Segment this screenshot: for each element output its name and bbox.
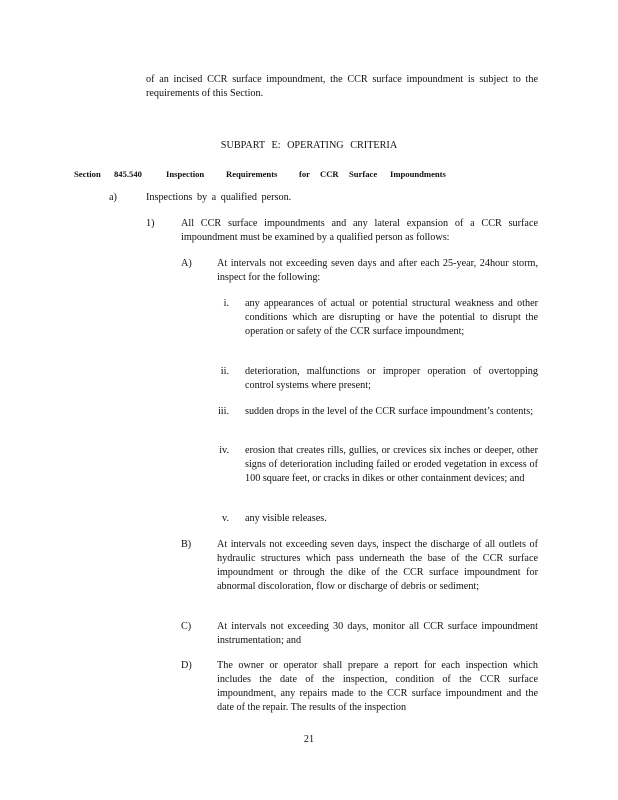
subpart-heading: SUBPART E: OPERATING CRITERIA bbox=[220, 140, 398, 151]
intro-paragraph: of an incised CCR surface impoundment, the CCR surface impoundment is subject to the requirements of this Section. bbox=[146, 74, 538, 99]
paragraph-B-text: At intervals not exceeding seven days, inspect the discharge of all outlets of hydraulic structures which pass underneath the base of the CCR surface impoundment or through the dike of the CCR surface impoundment for abnormal discoloration, flow or discharge of debris or sediment; bbox=[217, 539, 538, 592]
paragraph-D-label: D) bbox=[181, 660, 192, 671]
list-item-label: v. bbox=[222, 513, 229, 524]
list-item-label: i. bbox=[223, 298, 229, 309]
section-title-word: Inspection bbox=[166, 169, 205, 179]
list-item-label: ii. bbox=[220, 366, 229, 377]
paragraph-A-text: At intervals not exceeding seven days and after each 25-year, 24hour storm, inspect for the following: bbox=[217, 258, 538, 283]
list-item-label: iii. bbox=[217, 406, 229, 417]
list-item-text: deterioration, malfunctions or improper operation of overtopping control systems where present; bbox=[245, 366, 538, 391]
section-number: 845.540 bbox=[114, 169, 142, 179]
paragraph-A-label: A) bbox=[181, 258, 192, 269]
paragraph-C-label: C) bbox=[181, 621, 192, 632]
section-label: Section bbox=[74, 169, 101, 179]
subsection-a-text: Inspections by a qualified person. bbox=[146, 192, 292, 203]
subsection-a-label: a) bbox=[109, 192, 117, 203]
section-title-word: for bbox=[299, 169, 310, 179]
section-title-word: Impoundments bbox=[390, 169, 446, 179]
list-item-text: sudden drops in the level of the CCR surface impoundment’s contents; bbox=[245, 406, 534, 417]
list-item-text: erosion that creates rills, gullies, or crevices six inches or deeper, other signs of deterioration including failed or eroded vegetation in excess of 100 square feet, or cracks in dikes or other containment devices; and bbox=[245, 445, 538, 484]
section-title-word: Requirements bbox=[226, 169, 278, 179]
paragraph-C-text: At intervals not exceeding 30 days, monitor all CCR surface impoundment instrumentation; and bbox=[217, 621, 538, 646]
section-title-word: CCR bbox=[320, 169, 339, 179]
section-title-word: Surface bbox=[349, 169, 378, 179]
list-item-label: iv. bbox=[219, 445, 229, 456]
paragraph-D-text: The owner or operator shall prepare a report for each inspection which includes the date of the inspection, condition of the CCR surface impoundment, any repairs made to the CCR surface impoundment and the date of the repair. The results of the inspection bbox=[217, 660, 538, 713]
list-item-text: any visible releases. bbox=[245, 513, 327, 524]
paragraph-1-text: All CCR surface impoundments and any lateral expansion of a CCR surface impoundment must be examined by a qualified person as follows: bbox=[181, 218, 538, 243]
list-item-text: any appearances of actual or potential structural weakness and other conditions which are disrupting or have the potential to disrupt the operation or safety of the CCR surface impoundment; bbox=[245, 298, 538, 337]
page-number: 21 bbox=[303, 734, 315, 745]
paragraph-B-label: B) bbox=[181, 539, 192, 550]
paragraph-1-label: 1) bbox=[146, 218, 155, 229]
